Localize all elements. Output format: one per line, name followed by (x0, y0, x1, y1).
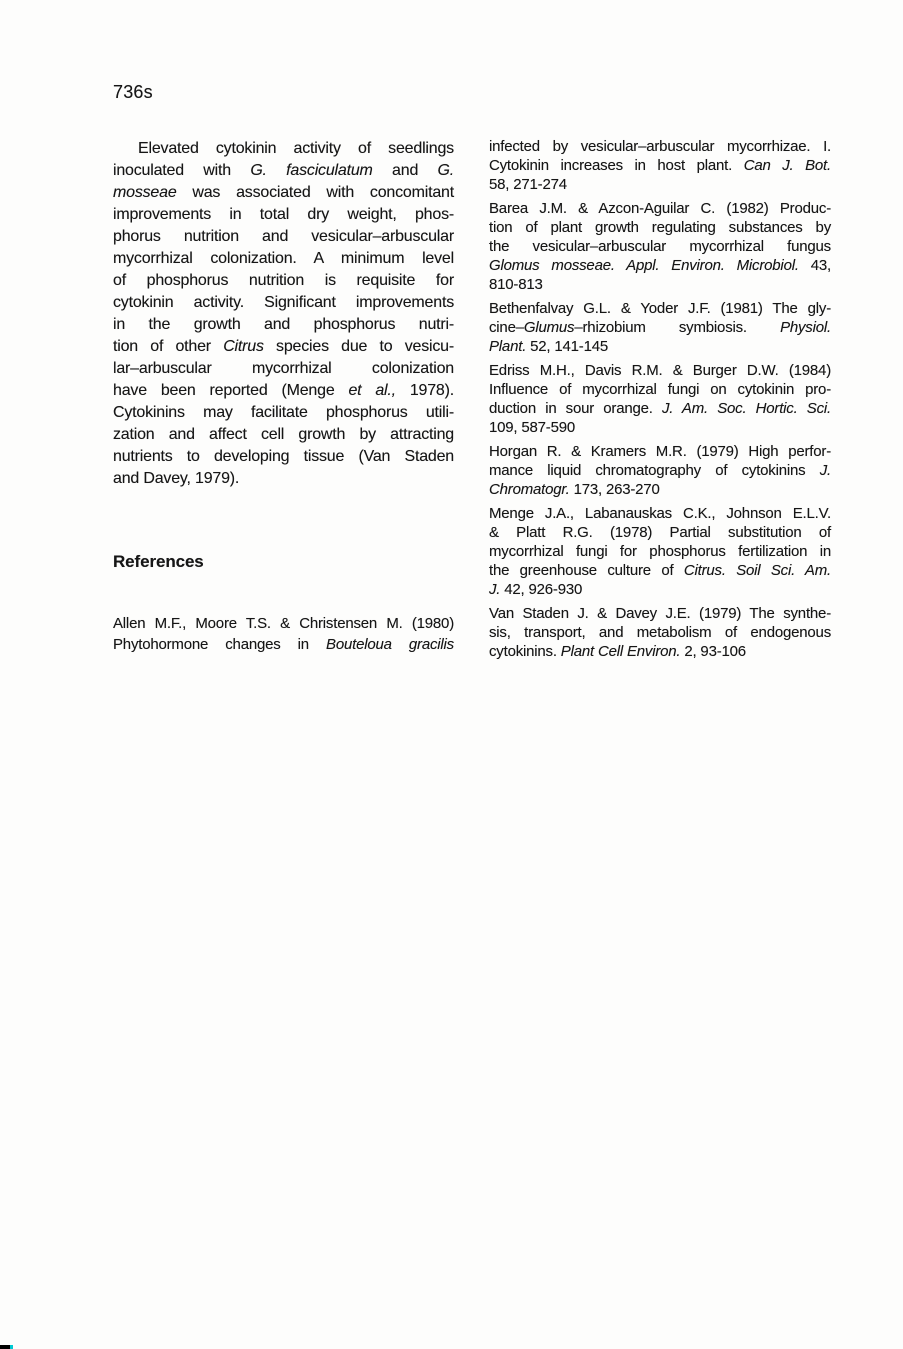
scan-artifact-cyan (10, 1345, 13, 1349)
text-line: phorus nutrition and vesicular–arbuscular (113, 228, 454, 245)
text-line: improvements in total dry weight, phos- (113, 206, 454, 223)
text-line: Cytokinins may facilitate phosphorus utili- (113, 404, 454, 421)
text-line: Menge J.A., Labanauskas C.K., Johnson E.L.V. (489, 505, 831, 522)
reference-entry (489, 361, 831, 437)
scan-artifact-black (0, 1345, 10, 1349)
text-line: infected by vesicular–arbuscular mycorrhizae. I. (489, 138, 831, 155)
text-line: Edriss M.H., Davis R.M. & Burger D.W. (1984) (489, 362, 831, 379)
reference-entry (489, 442, 831, 499)
text-line: mance liquid chromatography of cytokinins J. (489, 462, 831, 479)
text-line: and Davey, 1979). (113, 470, 240, 487)
text-line: mosseae was associated with concomitant (113, 184, 454, 201)
text-line: Phytohormone changes in Bouteloua gracilis (113, 636, 454, 653)
text-line: Van Staden J. & Davey J.E. (1979) The synthe- (489, 605, 831, 622)
reference-entry (489, 199, 831, 294)
text-line: cytokinin activity. Significant improvements (113, 294, 454, 311)
text-line: inoculated with G. fasciculatum and G. (113, 162, 454, 179)
text-line: of phosphorus nutrition is requisite for (113, 272, 454, 289)
text-line: Plant. 52, 141-145 (489, 338, 609, 355)
text-line: Elevated cytokinin activity of seedlings (138, 140, 454, 157)
text-line: mycorrhizal colonization. A minimum level (113, 250, 454, 267)
text-line: the vesicular–arbuscular mycorrhizal fungus (489, 238, 831, 255)
text-line: tion of other Citrus species due to vesicu- (113, 338, 454, 355)
reference-entry (489, 604, 831, 661)
text-line: Chromatogr. 173, 263-270 (489, 481, 660, 498)
text-line: & Platt R.G. (1978) Partial substitution of (489, 524, 831, 541)
text-line: nutrients to developing tissue (Van Staden (113, 448, 454, 465)
reference-entry (489, 504, 831, 599)
text-line: Bethenfalvay G.L. & Yoder J.F. (1981) The gly- (489, 300, 831, 317)
text-line: Glomus mosseae. Appl. Environ. Microbiol. 43, (489, 257, 831, 274)
text-line: J. 42, 926-930 (489, 581, 583, 598)
text-line: Cytokinin increases in host plant. Can J. Bot. (489, 157, 831, 174)
text-line: 109, 587-590 (489, 419, 576, 436)
text-line: have been reported (Menge et al., 1978). (113, 382, 454, 399)
text-line: tion of plant growth regulating substances by (489, 219, 831, 236)
references-heading: References (113, 552, 204, 571)
reference-entry (489, 137, 831, 194)
text-line: cine–Glumus–rhizobium symbiosis. Physiol. (489, 319, 831, 336)
reference-entry-allen (113, 613, 454, 655)
text-line: 810-813 (489, 276, 543, 293)
text-line: 58, 271-274 (489, 176, 567, 193)
text-line: duction in sour orange. J. Am. Soc. Hortic. Sci. (489, 400, 831, 417)
text-line: cytokinins. Plant Cell Environ. 2, 93-106 (489, 643, 746, 660)
text-line: sis, transport, and metabolism of endogenous (489, 624, 831, 641)
page-number: 736s (113, 82, 153, 102)
text-line: Horgan R. & Kramers M.R. (1979) High perfor- (489, 443, 831, 460)
reference-entry (489, 299, 831, 356)
text-line: Influence of mycorrhizal fungi on cytokinin pro- (489, 381, 831, 398)
text-line: Barea J.M. & Azcon-Aguilar C. (1982) Produc- (489, 200, 831, 217)
text-line: Allen M.F., Moore T.S. & Christensen M. (1980) (113, 615, 454, 632)
reference-list (489, 137, 831, 666)
text-line: in the growth and phosphorus nutri- (113, 316, 454, 333)
text-line: mycorrhizal fungi for phosphorus fertilization in (489, 543, 831, 560)
text-line: zation and affect cell growth by attracting (113, 426, 454, 443)
text-line: the greenhouse culture of Citrus. Soil Sci. Am. (489, 562, 831, 579)
text-line: lar–arbuscular mycorrhizal colonization (113, 360, 454, 377)
intro-paragraph (113, 138, 454, 490)
